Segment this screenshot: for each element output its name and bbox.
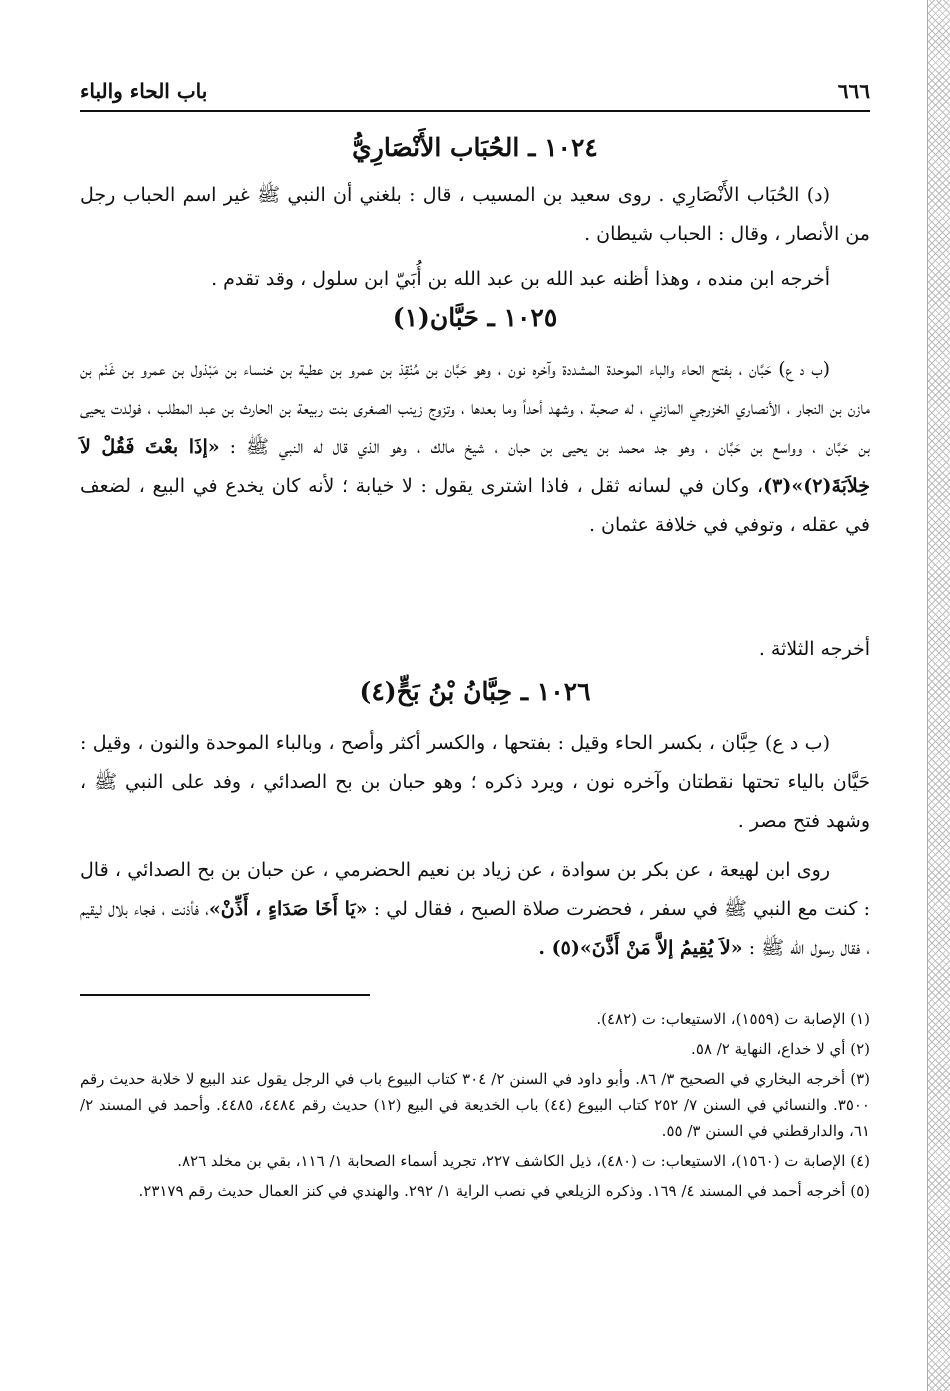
entry-1026-text-a: روى ابن لهيعة ، عن بكر بن سوادة ، عن زياد بن نعيم الحضرمي ، عن حبان بن بح الصدائي ، قال : كنت مع النبي ﷺ في سفر ، فحضرت صلاة الصبح ، فقال لي : <box>80 859 870 920</box>
entry-title-1024: ١٠٢٤ ـ الحُبَاب الأَنْصَارِيُّ <box>352 133 598 162</box>
running-header <box>80 76 870 106</box>
entry-1024-takhrij: أخرجه ابن منده ، وهذا أظنه عبد الله بن عبد الله بن أُبَيّ ابن سلول ، وقد تقدم . <box>211 268 830 290</box>
footnote-separator <box>80 994 370 996</box>
header-rule <box>80 110 870 112</box>
entry-title-1026: ١٠٢٦ ـ حِبَّانُ بْنُ بَحٍّ(٤) <box>359 677 591 706</box>
footnote-4: (٤) الإصابة ت (١٥٦٠)، الاستيعاب: ت (٤٨٠)، ذيل الكاشف ٢٢٧، تجريد أسماء الصحابة ١/ ١١٦، بقي بن مخلد ٨٢٦. <box>177 1152 870 1170</box>
entry-1026-narration <box>80 851 870 968</box>
footnote-1: (١) الإصابة ت (١٥٥٩)، الاستيعاب: ت (٤٨٢). <box>596 1010 870 1028</box>
book-page <box>80 0 870 1391</box>
decorative-page-border <box>927 0 950 1391</box>
footnote-5: (٥) أخرجه أحمد في المسند ٤/ ١٦٩. وذكره الزيلعي في نصب الراية ١/ ٢٩٢. والهندي في كنز العمال حديث رقم ٢٣١٧٩. <box>138 1182 870 1200</box>
entry-1025-takhrij: أخرجه الثلاثة . <box>758 638 870 660</box>
entry-1025-text-a: (ب د ع) حَبَّان ، بفتح الحاء والباء الموحدة المشددة وآخره نون ، وهو حَبَّان بن مُنْقِذ بن عمرو بن عطية بن خنساء بن مَبْذول بن عمرو بن غَنْم بن مازن بن النجار ، الأنصاري الخزرجي المازني ، له صحبة ، وشهد أحداً وما بعدها ، وتزوج زينب الصغرى بنت ربيعة بن الحارث بن عبد المطلب ، فولدت يحيى بن حَبَّان ، وواسع بن حَبَّان ، وهو جد محمد بن يحيى بن حبان ، شيخ مالك ، وهو الذي قال له النبي ﷺ : <box>80 358 870 458</box>
entry-1025-text-b: ، وكان في لسانه ثقل ، فاذا اشترى يقول : لا خيابة ؛ لأنه كان يخدع في البيع ، لضعف في عقله ، وتوفي في خلافة عثمان . <box>80 475 870 536</box>
entry-1025-paragraph <box>80 350 870 545</box>
section-title: باب الحاء والباء <box>80 79 208 103</box>
entry-title-1025: ١٠٢٥ ـ حَبَّان(١) <box>392 303 558 332</box>
hadith-quote-yuqim: «لاَ يُقِيمُ إلاَّ مَنْ أَذَّنَ»(٥) . <box>538 937 743 959</box>
entry-1024-paragraph: (د) الحُبَاب الأَنْصَارِي . روى سعيد بن المسيب ، قال : بلغني أن النبي ﷺ غير اسم الحباب رجل من الأنصار ، وقال : الحباب شيطان . <box>80 184 870 245</box>
hadith-quote-adhdhin: «يَا أَخَا صَدَاءٍ ، أَذِّنْ» <box>208 898 368 920</box>
entry-1026-text-b: ، فأذنت ، فجاء بلال ليقيم ، فقال رسول الله ﷺ : <box>80 898 870 959</box>
hadith-quote-khilaba: «إذَا بعْتَ فَقُلْ لاَ خِلاَبَةَ(٢)»(٣) <box>80 436 870 497</box>
footnote-3: (٣) أخرجه البخاري في الصحيح ٣/ ٨٦. وأبو داود في السنن ٢/ ٣٠٤ كتاب البيوع باب في الرجل يقول عند البيع لا خلابة حديث رقم ٣٥٠٠. والنسائي في السنن ٧/ ٢٥٢ كتاب البيوع (٤٤) باب الخديعة في البيع (١٢) حديث رقم ٤٤٨٤، ٤٤٨٥. وأحمد في المسند ٢/ ٦١، والدارقطني في السنن ٣/ ٥٥. <box>80 1070 870 1140</box>
footnotes <box>80 1006 870 1208</box>
page-number: ٦٦٦ <box>837 79 870 103</box>
entry-1026-paragraph: (ب د ع) حِبَّان ، بكسر الحاء وقيل : بفتحها ، والكسر أكثر وأصح ، وبالباء الموحدة والنون ، وقيل : حَيَّان بالياء تحتها نقطتان وآخره نون ، ويرد ذكره ؛ وهو حبان بن بح الصدائي ، وفد على النبي ﷺ ، وشهد فتح مصر . <box>80 732 870 832</box>
footnote-2: (٢) أي لا خداع، النهاية ٢/ ٥٨. <box>691 1040 870 1058</box>
